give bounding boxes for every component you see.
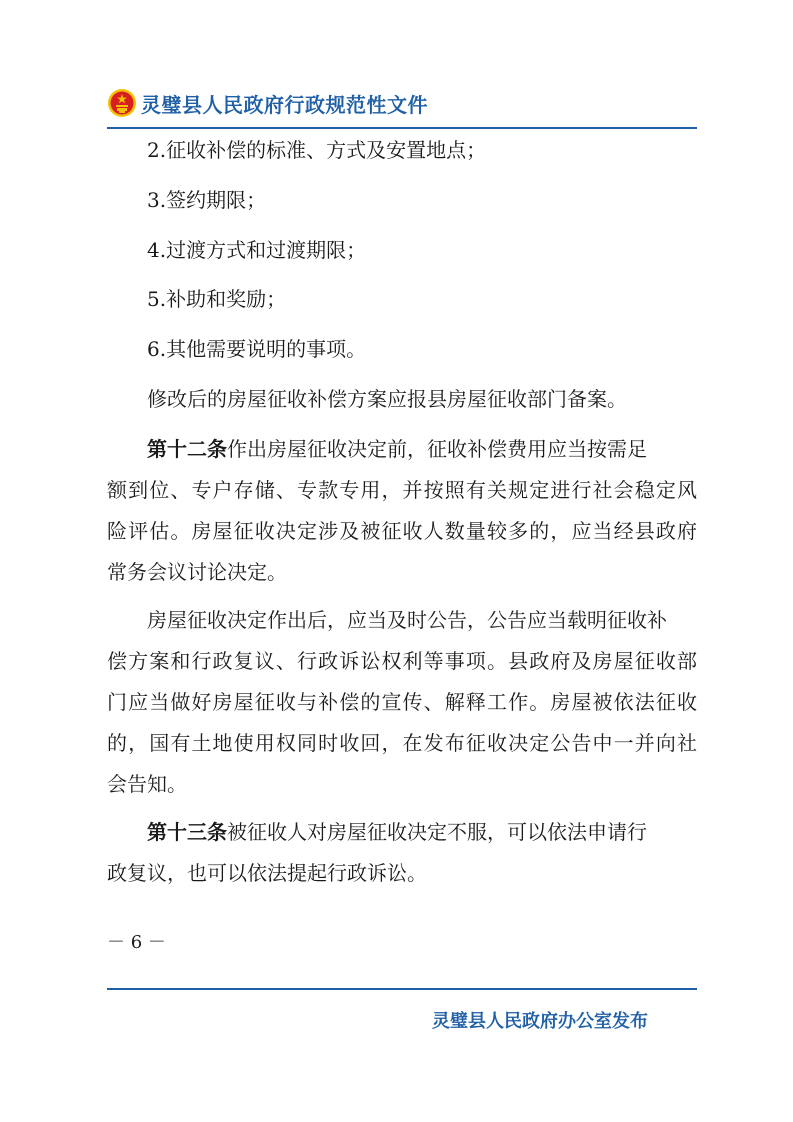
article-12-line-2: 额到位、专户存储、专款专用，并按照有关规定进行社会稳定风 [107,478,697,502]
article-12-heading: 第十二条 [147,437,227,461]
article-13-text-1: 被征收人对房屋征收决定不服，可以依法申请行 [227,820,647,844]
list-item-2: 2.征收补偿的标准、方式及安置地点； [147,138,487,162]
amended-plan-paragraph: 修改后的房屋征收补偿方案应报县房屋征收部门备案。 [147,387,627,411]
article-12-line-4: 常务会议讨论决定。 [107,560,287,584]
article-13-line-2: 政复议，也可以依法提起行政诉讼。 [107,861,427,885]
footer-publisher: 灵璧县人民政府办公室发布 [432,1011,648,1032]
national-emblem-icon [107,88,137,118]
article-12-line-3: 险评估。房屋征收决定涉及被征收人数量较多的，应当经县政府 [107,519,697,543]
paragraph-2-line-4: 的，国有土地使用权同时收回，在发布征收决定公告中一并向社 [107,731,697,755]
document-header [107,84,697,124]
article-13-first-line [147,817,647,847]
paragraph-2-line-2: 偿方案和行政复议、行政诉讼权利等事项。县政府及房屋征收部 [107,649,697,673]
header-title: 灵璧县人民政府行政规范性文件 [141,93,428,117]
list-item-4: 4.过渡方式和过渡期限； [147,238,367,262]
list-item-5: 5.补助和奖励； [147,287,287,311]
paragraph-2-line-5: 会告知。 [107,772,187,796]
paragraph-2-line-1: 房屋征收决定作出后，应当及时公告，公告应当载明征收补 [147,608,667,632]
list-item-6: 6.其他需要说明的事项。 [147,337,367,361]
list-item-3: 3.签约期限； [147,188,267,212]
footer-divider [107,988,697,990]
article-13-heading: 第十三条 [147,820,227,844]
page-number: － 6 － [107,932,166,953]
paragraph-2-line-3: 门应当做好房屋征收与补偿的宣传、解释工作。房屋被依法征收 [107,690,697,714]
header-divider [107,127,697,129]
article-12-text-1: 作出房屋征收决定前，征收补偿费用应当按需足 [227,437,647,461]
article-12-first-line [147,434,647,464]
